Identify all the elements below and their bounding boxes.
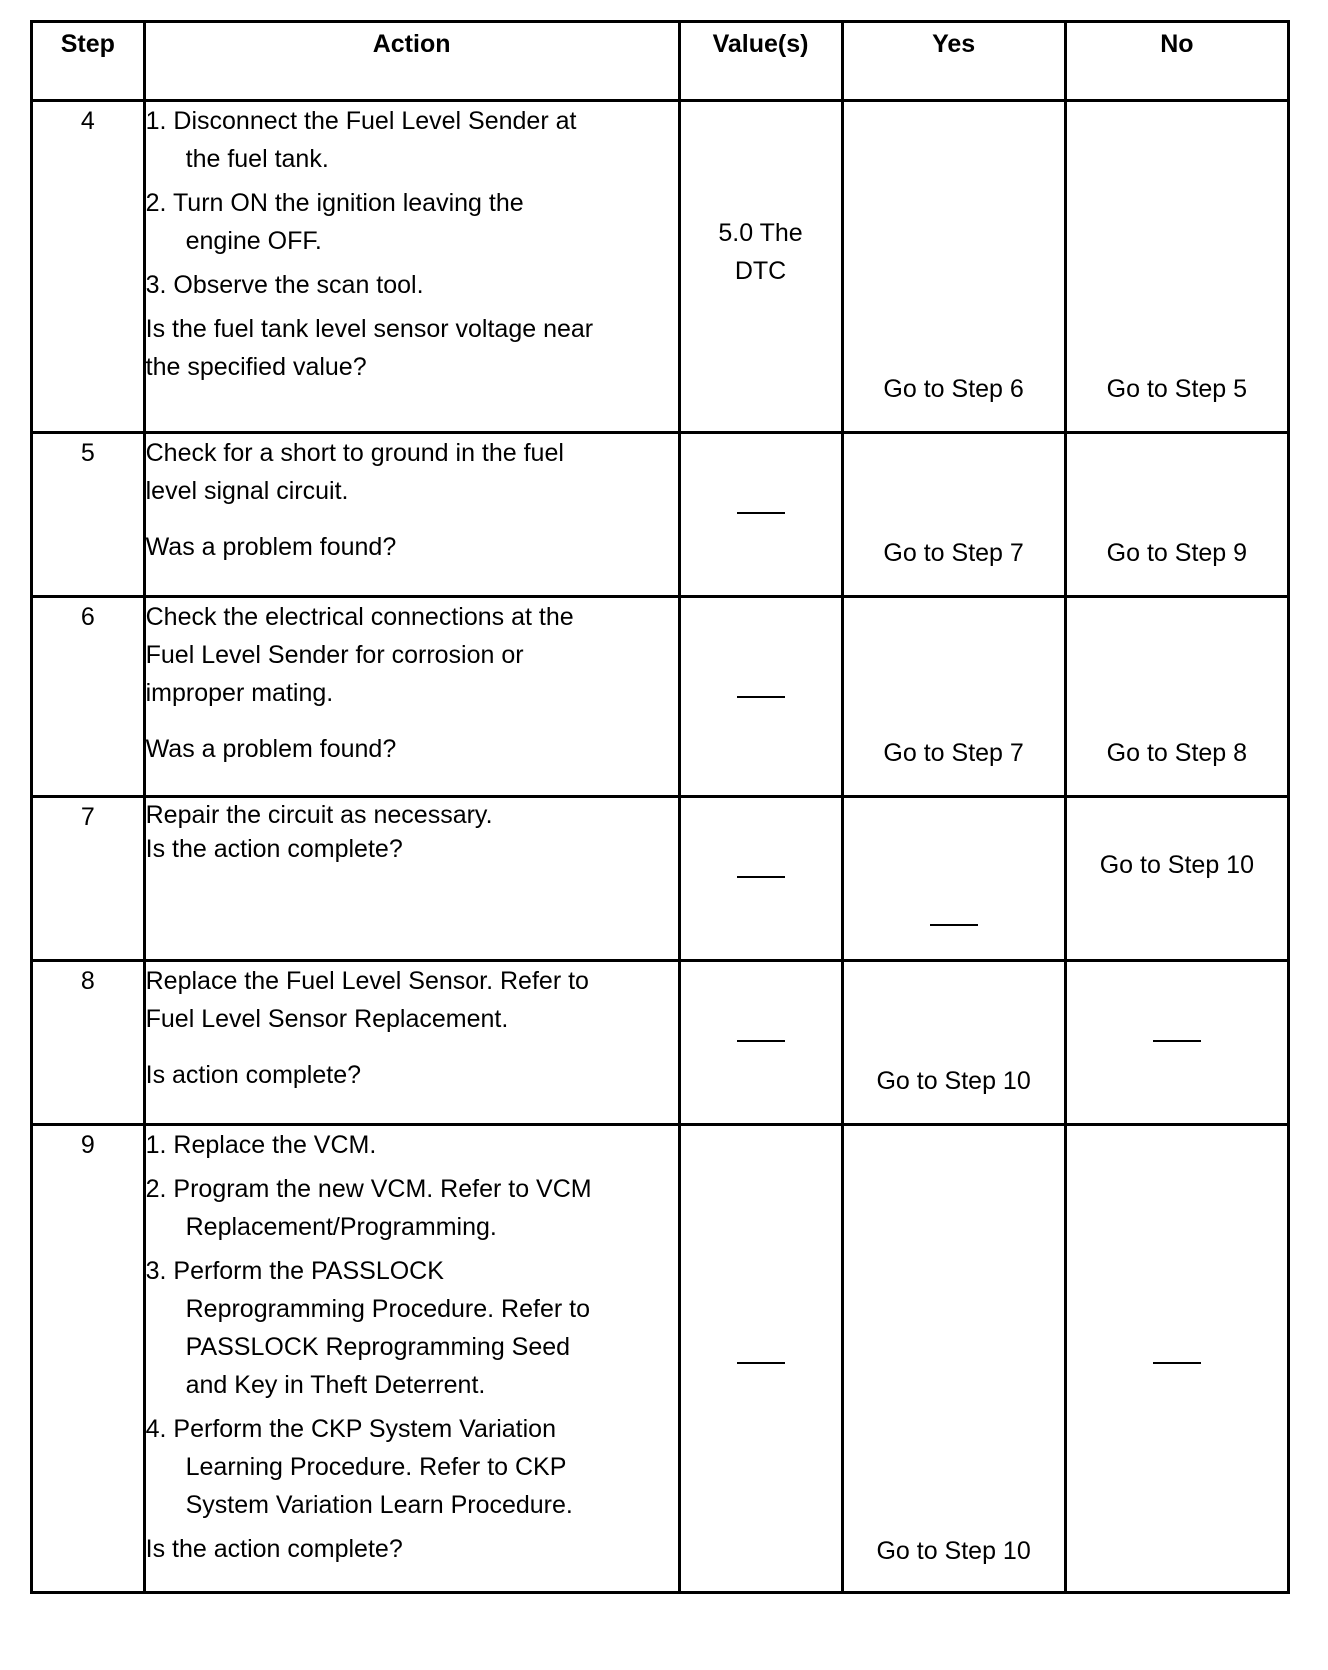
no-link[interactable]: Go to Step 5 — [1106, 375, 1248, 403]
action-cell — [144, 1125, 679, 1593]
action-cell — [144, 797, 679, 961]
action-line: Fuel Level Sender for corrosion or — [145, 641, 524, 669]
action-question: the specified value? — [145, 353, 367, 381]
step-number: 6 — [32, 597, 145, 797]
action-line: Repair the circuit as necessary. — [145, 801, 493, 829]
yes-cell — [842, 101, 1065, 433]
yes-cell — [842, 961, 1065, 1125]
action-question: Is the fuel tank level sensor voltage near — [145, 315, 594, 343]
action-cell — [144, 961, 679, 1125]
action-line: 1. Replace the VCM. — [145, 1131, 377, 1159]
action-line: PASSLOCK Reprogramming Seed — [185, 1333, 571, 1361]
header-values: Value(s) — [679, 22, 842, 101]
dash-mark — [737, 876, 785, 878]
value-cell — [679, 961, 842, 1125]
action-cell — [144, 597, 679, 797]
value-line: DTC — [734, 257, 787, 285]
yes-link[interactable]: Go to Step 10 — [876, 1537, 1031, 1565]
no-link[interactable]: Go to Step 9 — [1106, 539, 1248, 567]
table-row — [32, 597, 1289, 797]
dash-mark — [737, 1362, 785, 1364]
header-step: Step — [32, 22, 145, 101]
no-cell — [1065, 101, 1288, 433]
action-line: 3. Observe the scan tool. — [145, 271, 424, 299]
dash-mark — [1153, 1362, 1201, 1364]
action-question: Is action complete? — [145, 1061, 362, 1089]
yes-link[interactable]: Go to Step 6 — [883, 375, 1024, 403]
action-line: Replacement/Programming. — [185, 1213, 497, 1241]
dash-mark — [1153, 1040, 1201, 1042]
yes-cell — [842, 797, 1065, 961]
step-number: 8 — [32, 961, 145, 1125]
action-question: Is the action complete? — [145, 1535, 403, 1563]
table-row — [32, 433, 1289, 597]
step-number: 9 — [32, 1125, 145, 1593]
value-cell — [679, 597, 842, 797]
action-question: Was a problem found? — [145, 533, 397, 561]
no-cell — [1065, 597, 1288, 797]
yes-cell — [842, 433, 1065, 597]
action-line: 3. Perform the PASSLOCK — [145, 1257, 444, 1285]
no-cell — [1065, 1125, 1288, 1593]
step-number: 7 — [32, 797, 145, 961]
no-link[interactable]: Go to Step 8 — [1106, 739, 1248, 767]
yes-link[interactable]: Go to Step 7 — [883, 739, 1024, 767]
dash-mark — [737, 696, 785, 698]
yes-link[interactable]: Go to Step 10 — [876, 1067, 1031, 1095]
value-cell — [679, 101, 842, 433]
step-number: 5 — [32, 433, 145, 597]
value-cell — [679, 1125, 842, 1593]
action-line: the fuel tank. — [185, 145, 329, 173]
action-line: Replace the Fuel Level Sensor. Refer to — [145, 967, 589, 995]
yes-cell — [842, 1125, 1065, 1593]
action-line: and Key in Theft Deterrent. — [185, 1371, 486, 1399]
table-row — [32, 1125, 1289, 1593]
no-cell — [1065, 961, 1288, 1125]
action-line: engine OFF. — [185, 227, 322, 255]
action-line: 1. Disconnect the Fuel Level Sender at — [145, 107, 577, 135]
header-row — [32, 22, 1289, 101]
action-line: level signal circuit. — [145, 477, 349, 505]
action-line: Check the electrical connections at the — [145, 603, 574, 631]
value-line: 5.0 The — [718, 219, 803, 247]
action-line: 2. Turn ON the ignition leaving the — [145, 189, 524, 217]
action-line: Check for a short to ground in the fuel — [145, 439, 564, 467]
action-question: Was a problem found? — [145, 735, 397, 763]
action-line: 2. Program the new VCM. Refer to VCM — [145, 1175, 592, 1203]
action-question: Is the action complete? — [145, 835, 403, 863]
no-cell — [1065, 797, 1288, 961]
header-yes: Yes — [842, 22, 1065, 101]
value-cell — [679, 433, 842, 597]
action-line: improper mating. — [145, 679, 334, 707]
table-row — [32, 961, 1289, 1125]
action-line: Fuel Level Sensor Replacement. — [145, 1005, 509, 1033]
yes-cell — [842, 597, 1065, 797]
diagnostic-table-page — [30, 20, 1290, 1594]
no-link[interactable]: Go to Step 10 — [1099, 851, 1254, 879]
dash-mark — [737, 512, 785, 514]
table-row — [32, 101, 1289, 433]
header-no: No — [1065, 22, 1288, 101]
dash-mark — [930, 924, 978, 926]
action-line: Learning Procedure. Refer to CKP — [185, 1453, 567, 1481]
action-line: System Variation Learn Procedure. — [185, 1491, 573, 1519]
yes-link[interactable]: Go to Step 7 — [883, 539, 1024, 567]
header-action: Action — [144, 22, 679, 101]
action-cell — [144, 433, 679, 597]
no-cell — [1065, 433, 1288, 597]
action-cell — [144, 101, 679, 433]
dash-mark — [737, 1040, 785, 1042]
value-cell — [679, 797, 842, 961]
action-line: 4. Perform the CKP System Variation — [145, 1415, 556, 1443]
diagnostic-table — [30, 20, 1290, 1594]
table-row — [32, 797, 1289, 961]
action-line: Reprogramming Procedure. Refer to — [185, 1295, 590, 1323]
step-number: 4 — [32, 101, 145, 433]
